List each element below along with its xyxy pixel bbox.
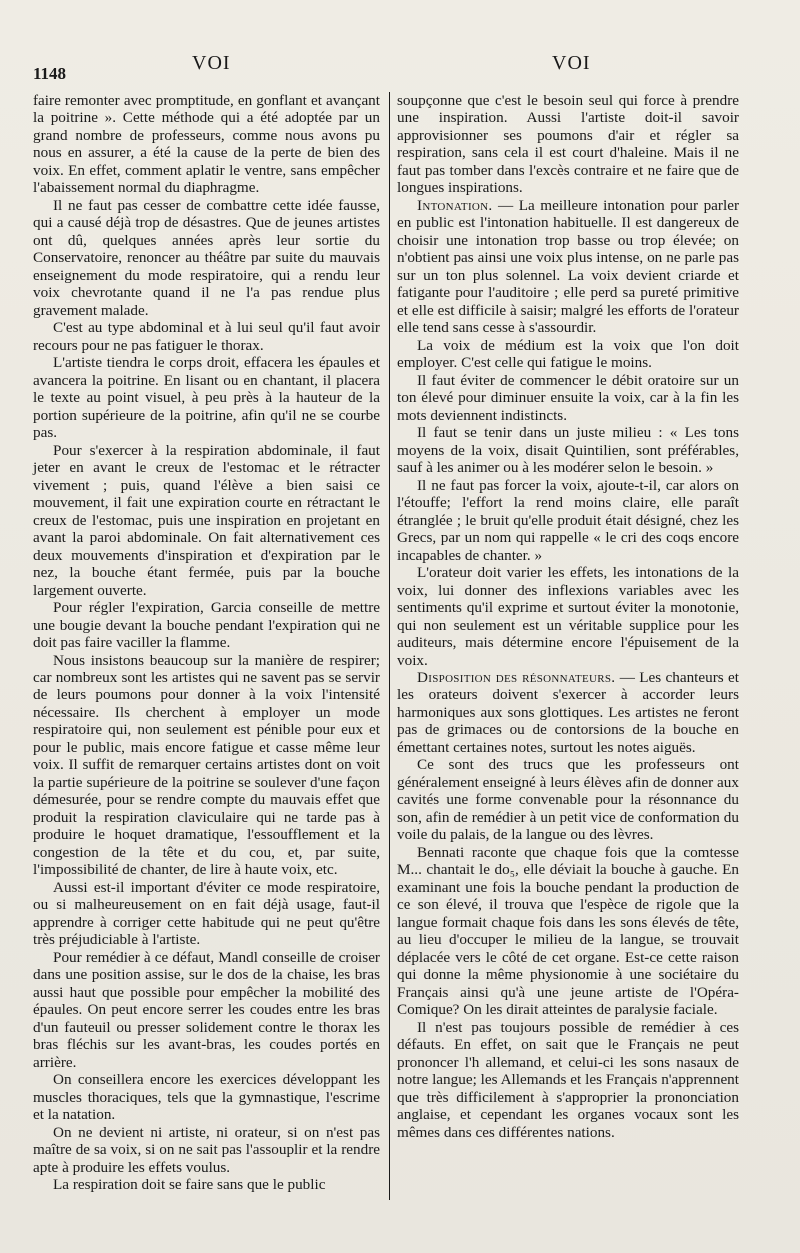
paragraph-text: La voix de médium est la voix que l'on doit employer. C'est celle qui fatigue le moins. xyxy=(397,336,739,372)
paragraph xyxy=(397,669,739,756)
paragraph-text: Il faut éviter de commencer le débit oratoire sur un ton élevé pour diminuer ensuite la voix, car à la fin les mots deviennent indistincts. xyxy=(397,371,739,424)
paragraph xyxy=(33,92,380,197)
paragraph-text: La respiration doit se faire sans que le public xyxy=(53,1176,326,1194)
column-divider xyxy=(389,92,390,1200)
paragraph-text: — La meilleure intonation pour parler en public est l'intonation habituelle. Il est dangereux de choisir une intonation trop basse ou trop élevée; on n'obtient pas ainsi une voix plus intense, on ne parle pas sur un ton plus solennel. La voix devient criarde et fatigante pour l'auditoire ; elle perd sa pureté primitive et elle est difficile à saisir; malgré les efforts de l'orateur elle tend sans cesse à s'assourdir. xyxy=(397,196,739,337)
paragraph-text: L'orateur doit varier les effets, les intonations de la voix, lui donner des inflexions variables avec les sentiments qu'il exprime et surtout éviter la monotonie, qui non seulement est un véritable supplice pour les auditeurs, mais détermine encore l'épuisement de la voix. xyxy=(397,564,739,669)
left-column xyxy=(33,92,380,1194)
paragraph-text: Aussi est-il important d'éviter ce mode respiratoire, ou si malheureusement on en fait déjà usage, faut-il apprendre à corriger cette habitude qui ne peut qu'être très préjudiciable à l'artiste. xyxy=(33,878,380,949)
paragraph xyxy=(33,197,380,319)
paragraph-text: Pour remédier à ce défaut, Mandl conseille de croiser dans une position assise, sur le dos de la chaise, les bras aussi haut que possible pour empêcher la mobilité des épaules. On peut encore serrer les coudes entre les bras d'un fauteuil ou presser solidement contre le thorax les bras fléchis sur les avant-bras, les coudes portés en arrière. xyxy=(33,948,380,1071)
paragraph xyxy=(397,337,739,372)
paragraph-text: Nous insistons beaucoup sur la manière de respirer; car nombreux sont les artistes qui ne savent pas se servir de leurs poumons pour donner à la voix l'intensité nécessaire. Ils cherchent à employer un mode respiratoire qui, non seulement est pénible pour eux et pour le public, mais encore fatigue et casse même leur voix. Il suffit de remarquer certains artistes dont on voit la partie supérieure de la poitrine se soulever d'une façon démesurée, pour se rendre compte du mauvais effet que produit la respiration claviculaire qui ne tarde pas à produire le hoquet dramatique, l'essoufflement et la congestion de la tête et du cou, et, par suite, l'impossibilité de chanter, de lire à haute voix, etc. xyxy=(33,651,380,879)
paragraph-text: On conseillera encore les exercices développant les muscles thoraciques, tels que la gymnastique, l'escrime et la natation. xyxy=(33,1071,380,1124)
paragraph-text: Il ne faut pas cesser de combattre cette idée fausse, qui a causé déjà trop de désastres. Que de jeunes artistes ont dû, quelques années après leur sortie du Conservatoire, renoncer au théâtre par suite du mauvais enseignement du mode respiratoire, qui a rendu leur voix chevrotante quand il ne l'a pas rendue plus gravement malade. xyxy=(33,196,380,319)
paragraph-text: L'artiste tiendra le corps droit, effacera les épaules et avancera la poitrine. En lisant ou en chantant, il placera le texte au point visuel, à peu près à la hauteur de la portion supérieure de la poitrine, afin qu'il ne se courbe pas. xyxy=(33,354,380,442)
paragraph-text: On ne devient ni artiste, ni orateur, si on n'est pas maître de sa voix, si on ne sait pas l'assouplir et la rendre apte à produire les effets voulus. xyxy=(33,1123,380,1176)
paragraph xyxy=(397,92,739,197)
paragraph xyxy=(33,1124,380,1176)
paragraph xyxy=(33,319,380,354)
paragraph-text: Pour s'exercer à la respiration abdominale, il faut jeter en avant le creux de l'estomac et le rétracter vivement ; puis, quand l'élève a bien saisi ce mouvement, il fait une expiration courte en rétractant le creux de l'estomac, puis une inspiration en projetant en avant la paroi abdominale. On fait alternativement ces deux mouvements d'inspiration et d'expiration par le nez, la bouche étant fermée, puis par la bouche largement ouverte. xyxy=(33,441,380,599)
paragraph-text: Pour régler l'expiration, Garcia conseille de mettre une bougie devant la bouche pendant l'expiration qui ne doit pas faire vaciller la flamme. xyxy=(33,599,380,652)
paragraph-text: C'est au type abdominal et à lui seul qu'il faut avoir recours pour ne pas fatiguer le thorax. xyxy=(33,319,380,354)
paragraph xyxy=(33,879,380,949)
paragraph xyxy=(397,372,739,424)
running-head-left: VOI xyxy=(192,52,231,74)
paragraph-text: Bennati raconte que chaque fois que la comtesse M... chantait le do₅, elle déviait la bouche à gauche. En examinant une fois la bouche pendant la production de ce son élevé, il trouva que l'espèce de rigole que la langue formait chaque fois dans les sons élevés de tête, au lieu d'occuper le milieu de la langue, se trouvait déplacée vers le côté de cet organe. Est-ce cette raison qui donne la même physionomie à une sociétaire du Français ainsi qu'à une jeune artiste de l'Opéra-Comique? On les dirait atteintes de paralysie faciale. xyxy=(397,843,739,1019)
paragraph xyxy=(33,1176,380,1193)
paragraph-text: Il ne faut pas forcer la voix, ajoute-t-il, car alors on l'étouffe; l'effort la rend moins claire, elle paraît étranglée ; le bruit qu'elle produit était désigné, chez les Grecs, par un nom qui rappelle « le cri des coqs encore incapables de chanter. » xyxy=(397,476,739,564)
paragraph xyxy=(397,477,739,564)
paragraph xyxy=(397,197,739,337)
paragraph xyxy=(397,844,739,1019)
paragraph xyxy=(397,564,739,669)
paragraph-text: Il n'est pas toujours possible de remédier à ces défauts. En effet, on sait que le Français ne peut prononcer l'h allemand, et celui-ci les sons nasaux de notre langue; les Allemands et les Français n'apprennent que très difficilement à s'approprier la prononciation anglaise, et cependant les organes vocaux sont les mêmes dans ces différentes nations. xyxy=(397,1018,739,1141)
paragraph xyxy=(33,442,380,599)
right-column xyxy=(397,92,739,1141)
paragraph xyxy=(397,756,739,843)
paragraph xyxy=(33,949,380,1071)
paragraph xyxy=(397,424,739,476)
section-heading: Intonation. xyxy=(417,196,493,214)
section-heading: Disposition des résonnateurs. xyxy=(417,668,616,686)
paragraph-text: Il faut se tenir dans un juste milieu : « Les tons moyens de la voix, disait Quintilien, sont préférables, sauf à les animer ou à les modérer selon le besoin. » xyxy=(397,424,739,477)
page-number: 1148 xyxy=(33,64,67,83)
paragraph-text: faire remonter avec promptitude, en gonflant et avançant la poitrine ». Cette méthode qui a été adoptée par un grand nombre de professeurs, comme nous avons pu nous en assurer, a été la cause de la perte de bien des voix. En effet, comment aplatir le ventre, sans empêcher l'abaissement normal du diaphragme. xyxy=(33,92,380,197)
paragraph xyxy=(33,1071,380,1123)
running-head-right: VOI xyxy=(552,52,591,74)
paragraph xyxy=(397,1019,739,1141)
page-header xyxy=(0,52,800,82)
paragraph xyxy=(33,652,380,879)
paragraph xyxy=(33,599,380,651)
paragraph-text: soupçonne que c'est le besoin seul qui force à prendre une inspiration. Aussi l'artiste doit-il savoir approvisionner ses poumons d'air et régler sa respiration, sans cela il est court d'haleine. Mais il ne faut pas tomber dans l'excès contraire et ne faire que de longues inspirations. xyxy=(397,92,739,197)
paragraph xyxy=(33,354,380,441)
paragraph-text: — Les chanteurs et les orateurs doivent s'exercer à accorder leurs harmoniques aux sons glottiques. Les artistes ne feront pas de grimaces ou de contorsions de la bouche en émettant certaines notes, surtout les notes aiguës. xyxy=(397,668,739,756)
paragraph-text: Ce sont des trucs que les professeurs ont généralement enseigné à leurs élèves afin de donner aux cavités une forme convenable pour la résonnance du son, afin de remédier à un petit vice de conformation du voile du palais, de la langue ou des lèvres. xyxy=(397,756,739,844)
